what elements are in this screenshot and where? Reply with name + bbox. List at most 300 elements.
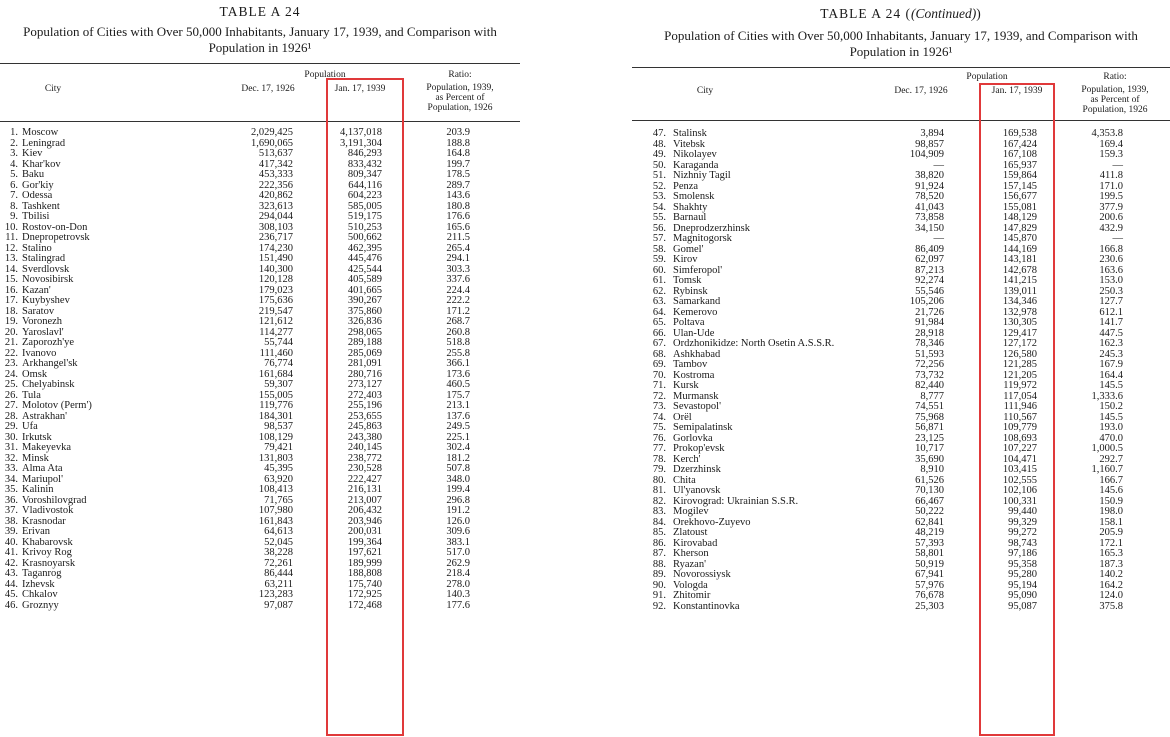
population-1926: 78,520	[915, 191, 944, 202]
left-page	[0, 0, 520, 737]
population-1939: 222,427	[347, 473, 382, 485]
header-jan: Jan. 17, 1939	[334, 84, 386, 94]
population-1926: 179,023	[258, 284, 293, 296]
subtitle-line-2: Population in 1926¹	[208, 40, 312, 55]
city-name: Krasnoyarsk	[22, 557, 76, 569]
city-name: Tambov	[673, 359, 708, 370]
population-1939: 644,116	[348, 179, 382, 191]
population-1926: 74,551	[915, 401, 944, 412]
row-number: 6.	[10, 179, 18, 191]
population-1939: 157,145	[1002, 180, 1037, 192]
population-1939: 143,181	[1002, 254, 1037, 265]
row-number: 76.	[652, 432, 666, 444]
row-number: 70.	[652, 369, 666, 381]
ratio-percent: 1,333.6	[1091, 390, 1123, 402]
population-1939: 97,186	[1008, 548, 1037, 559]
ratio-percent: 230.6	[1099, 254, 1123, 265]
population-1926: 91,924	[915, 180, 944, 192]
city-name: Odessa	[22, 190, 53, 201]
subtitle-line-1: Population of Cities with Over 50,000 Inhabitants, January 17, 1939, and Comparison with	[664, 28, 1138, 43]
row-number: 91.	[652, 590, 666, 601]
ratio-percent: 249.5	[446, 421, 470, 432]
row-number: 16.	[4, 284, 18, 296]
city-name: Kemerovo	[673, 306, 718, 318]
ratio-percent: 262.9	[446, 557, 470, 569]
top-rule	[0, 63, 520, 64]
row-number: 5.	[10, 169, 18, 180]
city-name: Tashkent	[22, 200, 60, 212]
population-1939: 238,772	[347, 452, 382, 464]
row-number: 20.	[4, 326, 18, 338]
population-1926: —	[933, 159, 944, 171]
city-name: Vitebsk	[673, 138, 706, 150]
city-name: Rostov-on-Don	[22, 221, 88, 233]
row-number: 90.	[652, 579, 666, 591]
city-name: Groznyy	[22, 599, 59, 611]
row-number: 22.	[4, 347, 18, 359]
table-row	[0, 485, 520, 496]
population-1926: 50,222	[915, 506, 944, 517]
table-row	[0, 349, 520, 360]
ratio-percent: 470.0	[1099, 432, 1123, 444]
city-name: Mogilev	[673, 506, 709, 517]
city-name: Sevastopol'	[673, 401, 721, 412]
table-row	[0, 601, 520, 612]
population-1926: 98,857	[915, 138, 944, 150]
ratio-percent: 222.2	[446, 295, 470, 306]
row-number: 83.	[652, 506, 666, 517]
row-number: 66.	[652, 327, 666, 339]
population-1939: 109,779	[1002, 422, 1037, 433]
population-1939: 280,716	[347, 368, 382, 380]
ratio-percent: 145.5	[1099, 411, 1123, 423]
city-name: Gor'kiy	[22, 179, 54, 191]
highlight-box-left	[326, 78, 404, 736]
population-1939: 462,395	[347, 242, 382, 254]
population-1939: 175,740	[347, 578, 382, 590]
population-1939: 119,972	[1003, 380, 1037, 391]
city-name: Mariupol'	[22, 473, 63, 485]
city-name: Dnepropetrovsk	[22, 232, 90, 243]
table-row	[0, 380, 520, 391]
header-population: Population	[304, 70, 346, 80]
ratio-percent: 200.6	[1099, 212, 1123, 223]
row-number: 89.	[652, 569, 666, 580]
table-row	[632, 297, 1170, 308]
population-1926: 70,130	[915, 485, 944, 496]
row-number: 53.	[652, 191, 666, 202]
table-row	[0, 443, 520, 454]
table-row	[632, 150, 1170, 161]
ratio-percent: 173.6	[446, 368, 470, 380]
city-name: Krivoy Rog	[22, 547, 72, 558]
city-name: Kazan'	[22, 284, 51, 296]
population-1926: 131,803	[258, 452, 293, 464]
population-1939: 401,665	[347, 284, 382, 296]
ratio-percent: 145.5	[1099, 380, 1123, 391]
row-number: 31.	[4, 442, 18, 453]
city-name: Kalinin	[22, 484, 54, 495]
population-1926: 108,413	[258, 484, 293, 495]
population-1939: 390,267	[347, 295, 382, 306]
city-name: Saratov	[22, 305, 55, 317]
row-number: 26.	[4, 389, 18, 401]
row-number: 77.	[652, 443, 666, 454]
population-1939: 298,065	[347, 326, 382, 338]
ratio-percent: 162.3	[1099, 338, 1123, 349]
table-row	[0, 317, 520, 328]
table-row	[632, 381, 1170, 392]
population-1926: —	[933, 233, 944, 244]
population-1926: 108,129	[258, 431, 293, 443]
population-1926: 3,894	[920, 128, 944, 139]
ratio-percent: 612.1	[1099, 306, 1123, 318]
population-1926: 308,103	[258, 221, 293, 233]
ratio-percent: 255.8	[446, 347, 470, 359]
population-1926: 87,213	[915, 264, 944, 276]
population-1926: 417,342	[258, 158, 293, 170]
table-row	[632, 360, 1170, 371]
population-1939: 95,087	[1008, 600, 1037, 612]
population-1926: 294,044	[258, 211, 293, 222]
ratio-percent: 4,353.8	[1091, 128, 1123, 139]
row-number: 35.	[4, 484, 18, 495]
ratio-percent: 165.3	[1099, 548, 1123, 559]
city-name: Moscow	[22, 127, 59, 138]
city-name: Magnitogorsk	[673, 233, 732, 244]
population-1926: 161,843	[258, 515, 293, 527]
population-1926: 64,613	[264, 526, 293, 537]
row-number: 38.	[4, 515, 18, 527]
table-row	[632, 234, 1170, 245]
table-row	[632, 465, 1170, 476]
ratio-percent: 175.7	[446, 389, 470, 401]
ratio-percent: 150.9	[1099, 495, 1123, 507]
population-1939: 405,589	[347, 274, 382, 285]
population-1939: 213,007	[347, 494, 382, 506]
population-1939: 273,127	[347, 379, 382, 390]
city-name: Kirovabad	[673, 537, 718, 549]
table-subtitle	[632, 28, 1170, 60]
row-number: 85.	[652, 527, 666, 538]
population-1926: 453,333	[258, 169, 293, 180]
ratio-percent: 198.0	[1099, 506, 1123, 517]
population-1926: 119,776	[259, 400, 293, 411]
population-1939: 117,054	[1003, 390, 1037, 402]
population-1926: 323,613	[258, 200, 293, 212]
population-1926: 75,968	[915, 411, 944, 423]
table-row	[0, 569, 520, 580]
header-rule	[632, 120, 1170, 121]
population-1939: 200,031	[347, 526, 382, 537]
ratio-percent: 375.8	[1099, 600, 1123, 612]
population-1939: 99,272	[1008, 527, 1037, 538]
table-row	[0, 191, 520, 202]
city-name: Samarkand	[673, 296, 721, 307]
population-1939: 833,432	[347, 158, 382, 170]
population-1939: 216,131	[347, 484, 382, 495]
city-name: Ivanovo	[22, 347, 57, 359]
city-name: Ufa	[22, 421, 38, 432]
ratio-percent: 245.3	[1099, 348, 1123, 360]
population-1939: 147,829	[1002, 222, 1037, 234]
ratio-percent: 187.3	[1099, 558, 1123, 570]
ratio-percent: 124.0	[1099, 590, 1123, 601]
ratio-percent: 177.6	[446, 599, 470, 611]
row-number: 59.	[652, 254, 666, 265]
ratio-percent: 411.8	[1099, 170, 1123, 181]
ratio-percent: 140.2	[1099, 569, 1123, 580]
table-row	[632, 255, 1170, 266]
ratio-percent: 296.8	[446, 494, 470, 506]
ratio-percent: 1,160.7	[1091, 464, 1123, 475]
ratio-percent: 309.6	[446, 526, 470, 537]
population-1939: 326,836	[347, 316, 382, 327]
highlight-box-right	[979, 83, 1055, 736]
city-name: Erivan	[22, 526, 50, 537]
ratio-percent: 205.9	[1099, 527, 1123, 538]
city-name: Zaporozh'ye	[22, 337, 75, 348]
population-1926: 35,690	[915, 453, 944, 465]
population-1939: 189,999	[347, 557, 382, 569]
population-1926: 222,356	[258, 179, 293, 191]
ratio-percent: 260.8	[446, 326, 470, 338]
population-1926: 114,277	[259, 326, 293, 338]
top-rule	[632, 67, 1170, 68]
table-row	[632, 402, 1170, 413]
city-name: Chkalov	[22, 589, 58, 600]
row-number: 43.	[4, 568, 18, 579]
city-name: Nizhniy Tagil	[673, 170, 731, 181]
population-1939: 172,468	[347, 599, 382, 611]
row-number: 12.	[4, 242, 18, 254]
city-name: Krasnodar	[22, 515, 66, 527]
population-1926: 76,678	[915, 590, 944, 601]
table-row	[632, 213, 1170, 224]
city-name: Taganrog	[22, 568, 62, 579]
table-body-left	[0, 128, 520, 611]
population-1926: 2,029,425	[251, 127, 293, 138]
row-number: 41.	[4, 547, 18, 558]
population-1939: 126,580	[1002, 348, 1037, 360]
city-name: Kuybyshev	[22, 295, 70, 306]
ratio-percent: 164.2	[1099, 579, 1123, 591]
table-row	[632, 339, 1170, 350]
row-number: 88.	[652, 558, 666, 570]
population-1926: 67,941	[915, 569, 944, 580]
ratio-percent: 165.6	[446, 221, 470, 233]
population-1926: 50,919	[915, 558, 944, 570]
table-row	[632, 276, 1170, 287]
ratio-percent: 167.9	[1099, 359, 1123, 370]
city-name: Ordzhonikidze: North Osetin A.S.S.R.	[673, 338, 835, 349]
ratio-percent: 143.6	[446, 190, 470, 201]
population-1926: 56,871	[915, 422, 944, 433]
population-1939: 121,285	[1002, 359, 1037, 370]
row-number: 62.	[652, 285, 666, 297]
population-1939: 500,662	[347, 232, 382, 243]
row-number: 39.	[4, 526, 18, 537]
table-row	[0, 422, 520, 433]
table-row	[0, 328, 520, 339]
population-1939: 169,538	[1002, 128, 1037, 139]
population-1939: 425,544	[347, 263, 382, 275]
header-population: Population	[966, 72, 1008, 82]
row-number: 33.	[4, 463, 18, 474]
city-name: Karaganda	[673, 159, 719, 171]
city-name: Makeyevka	[22, 442, 71, 453]
population-1926: 420,862	[258, 190, 293, 201]
population-1926: 66,467	[915, 495, 944, 507]
ratio-percent: 180.8	[446, 200, 470, 212]
row-number: 28.	[4, 410, 18, 422]
ratio-percent: 169.4	[1099, 138, 1123, 150]
row-number: 84.	[652, 516, 666, 528]
population-1939: 132,978	[1002, 306, 1037, 318]
population-1926: 82,440	[915, 380, 944, 391]
population-1926: 61,526	[915, 474, 944, 486]
population-1926: 58,801	[915, 548, 944, 559]
ratio-percent: 302.4	[446, 442, 470, 453]
population-1939: 102,106	[1002, 485, 1037, 496]
row-number: 45.	[4, 589, 18, 600]
row-number: 86.	[652, 537, 666, 549]
row-number: 34.	[4, 473, 18, 485]
city-name: Yaroslavl'	[22, 326, 64, 338]
table-row	[0, 517, 520, 528]
row-number: 56.	[652, 222, 666, 234]
row-number: 92.	[652, 600, 666, 612]
city-name: Kerch'	[673, 453, 701, 465]
row-number: 37.	[4, 505, 18, 516]
row-number: 65.	[652, 317, 666, 328]
population-1939: 4,137,018	[340, 127, 382, 138]
row-number: 7.	[10, 190, 18, 201]
table-row	[632, 171, 1170, 182]
city-name: Sverdlovsk	[22, 263, 70, 275]
header-jan: Jan. 17, 1939	[991, 86, 1043, 96]
table-row	[0, 212, 520, 223]
table-row	[0, 590, 520, 601]
population-1926: 41,043	[915, 201, 944, 213]
city-name: Stalinsk	[673, 128, 707, 139]
population-1939: 519,175	[347, 211, 382, 222]
table-title: TABLE A 24	[219, 4, 301, 19]
table-row	[0, 506, 520, 517]
city-name: Baku	[22, 169, 45, 180]
row-number: 36.	[4, 494, 18, 506]
population-1939: 285,069	[347, 347, 382, 359]
row-number: 71.	[652, 380, 666, 391]
population-1926: 62,841	[915, 516, 944, 528]
city-name: Penza	[673, 180, 699, 192]
population-1926: 62,097	[915, 254, 944, 265]
row-number: 63.	[652, 296, 666, 307]
city-name: Kursk	[673, 380, 699, 391]
population-1939: 240,145	[347, 442, 382, 453]
ratio-percent: 163.6	[1099, 264, 1123, 276]
table-row	[632, 444, 1170, 455]
city-name: Orël	[673, 411, 692, 423]
ratio-percent: 178.5	[446, 169, 470, 180]
row-number: 58.	[652, 243, 666, 255]
ratio-percent: 432.9	[1099, 222, 1123, 234]
table-row	[0, 433, 520, 444]
population-1926: 51,593	[915, 348, 944, 360]
population-1926: 155,005	[258, 389, 293, 401]
row-number: 24.	[4, 368, 18, 380]
population-1939: 107,227	[1002, 443, 1037, 454]
ratio-percent: 225.1	[446, 431, 470, 443]
city-name: Stalino	[22, 242, 52, 254]
city-name: Zhitomir	[673, 590, 711, 601]
table-row	[0, 538, 520, 549]
population-1939: 375,860	[347, 305, 382, 317]
ratio-percent: 166.8	[1099, 243, 1123, 255]
table-row	[632, 497, 1170, 508]
population-1926: 111,460	[259, 347, 293, 359]
subtitle-line-2: Population in 1926¹	[849, 44, 953, 59]
row-number: 23.	[4, 358, 18, 369]
row-number: 57.	[652, 233, 666, 244]
row-number: 1.	[10, 127, 18, 138]
city-name: Arkhangel'sk	[22, 358, 78, 369]
population-1939: 98,743	[1008, 537, 1037, 549]
city-name: Zlatoust	[673, 527, 708, 538]
city-name: Kiev	[22, 148, 43, 159]
ratio-percent: 181.2	[446, 452, 470, 464]
table-row	[632, 371, 1170, 382]
city-name: Nikolayev	[673, 149, 717, 160]
city-name: Molotov (Perm')	[22, 400, 92, 411]
row-number: 73.	[652, 401, 666, 412]
ratio-percent: 141.7	[1099, 317, 1123, 328]
city-name: Simferopol'	[673, 264, 723, 276]
table-row	[632, 518, 1170, 529]
population-1939: 142,678	[1002, 264, 1037, 276]
ratio-percent: 278.0	[446, 578, 470, 590]
city-name: Novosibirsk	[22, 274, 74, 285]
city-name: Ryazan'	[673, 558, 706, 570]
header-ratio: Ratio: Population, 1939, as Percent of Population, 1926	[426, 70, 494, 113]
header-city: City	[696, 86, 714, 96]
population-1926: 174,230	[258, 242, 293, 254]
population-1939: 134,346	[1002, 296, 1037, 307]
table-row	[0, 359, 520, 370]
table-row	[0, 412, 520, 423]
row-number: 11.	[5, 232, 18, 243]
population-1926: 10,717	[915, 443, 944, 454]
population-1926: 71,765	[264, 494, 293, 506]
population-1939: 130,305	[1002, 317, 1037, 328]
ratio-percent: 199.4	[446, 484, 470, 495]
row-number: 10.	[4, 221, 18, 233]
row-number: 80.	[652, 474, 666, 486]
row-number: 2.	[10, 137, 18, 149]
city-name: Ulan-Ude	[673, 327, 715, 339]
ratio-percent: 460.5	[446, 379, 470, 390]
population-1939: 95,090	[1008, 590, 1037, 601]
city-name: Omsk	[22, 368, 48, 380]
table-row	[0, 338, 520, 349]
ratio-percent: 176.6	[446, 211, 470, 222]
row-number: 21.	[4, 337, 18, 348]
population-1939: 148,129	[1002, 212, 1037, 223]
table-row	[632, 581, 1170, 592]
table-row	[632, 549, 1170, 560]
population-1926: 78,346	[915, 338, 944, 349]
population-1926: 63,920	[264, 473, 293, 485]
